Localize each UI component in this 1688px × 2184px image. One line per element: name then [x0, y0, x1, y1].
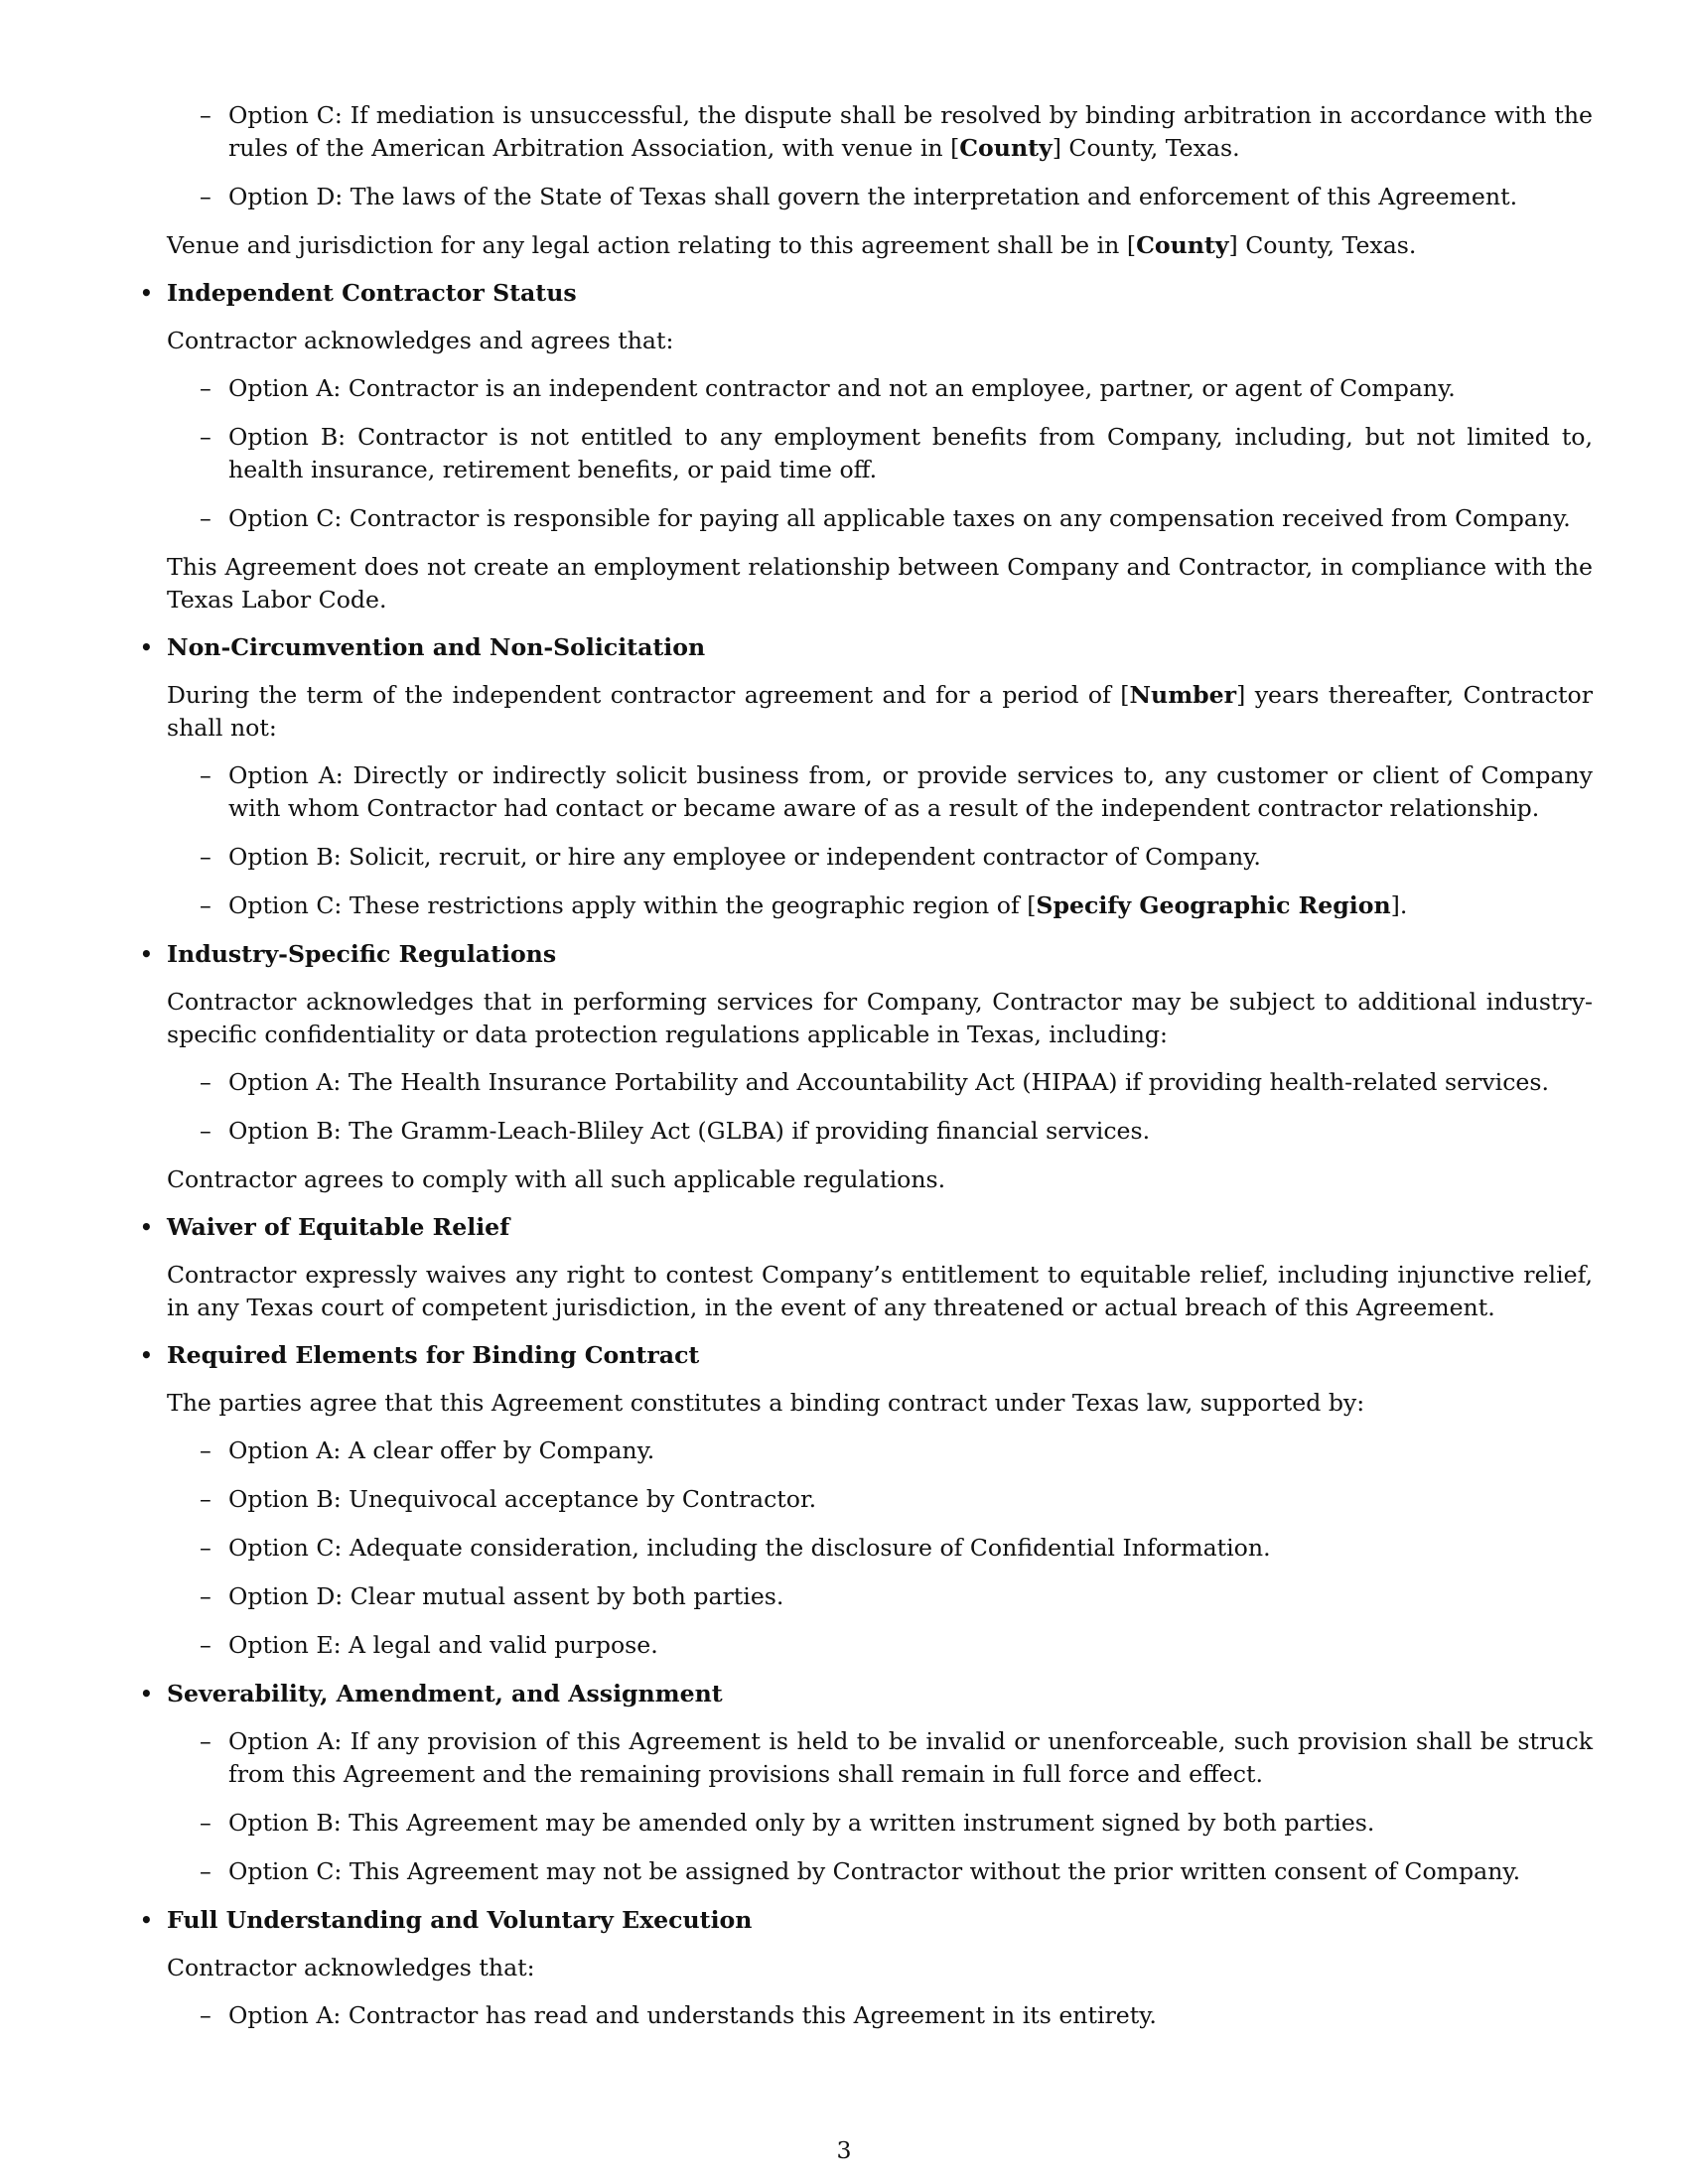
section-heading: Non-Circumvention and Non-Solicitation: [167, 633, 706, 661]
section-intro-text: Contractor expressly waives any right to contest Company’s entitlement to equitable relief, including injunctive relief, in any Texas court of competent jurisdiction, in the event of any threatened or actual breach of this Agreement.: [167, 1261, 1593, 1321]
bullet-marker: •: [140, 1908, 153, 1932]
option-item: – Option B: Unequivocal acceptance by Contractor.: [167, 1483, 1593, 1516]
page-number: 3: [836, 2136, 852, 2164]
document-body: [140, 99, 1593, 2048]
bullet-marker: •: [140, 942, 153, 966]
option-item: – Option C: These restrictions apply within the geographic region of [Specify Geographic Region].: [167, 889, 1593, 922]
option-item: – Option A: The Health Insurance Portability and Accountability Act (HIPAA) if providing health-related services.: [167, 1066, 1593, 1099]
bullet-marker: •: [140, 1682, 153, 1706]
option-item: – Option A: Contractor is an independent contractor and not an employee, partner, or agent of Company.: [167, 372, 1593, 405]
option-item: – Option A: Directly or indirectly solicit business from, or provide services to, any customer or client of Company with whom Contractor had contact or became aware of as a result of the independent contractor relationship.: [167, 759, 1593, 825]
option-item: – Option B: The Gramm-Leach-Bliley Act (GLBA) if providing financial services.: [167, 1115, 1593, 1148]
option-item: – Option C: Contractor is responsible for paying all applicable taxes on any compensation received from Company.: [167, 502, 1593, 535]
section-intro-text: Contractor acknowledges and agrees that:: [167, 327, 674, 354]
section-intro-text: Contractor acknowledges that in performing services for Company, Contractor may be subject to additional industry-specific confidentiality or data protection regulations applicable in Texas, including:: [167, 988, 1593, 1048]
option-item: – Option B: Contractor is not entitled to any employment benefits from Company, including, but not limited to, health insurance, retirement benefits, or paid time off.: [167, 421, 1593, 486]
section-non-circumvention: [140, 631, 1593, 922]
option-list: [167, 1066, 1593, 1148]
section-closing-text: Contractor agrees to comply with all such applicable regulations.: [167, 1165, 946, 1193]
section-severability: [140, 1678, 1593, 1888]
section-closing-text: This Agreement does not create an employment relationship between Company and Contractor, in compliance with the Texas Labor Code.: [167, 553, 1593, 614]
option-list: [167, 1725, 1593, 1888]
section-heading: Full Understanding and Voluntary Execution: [167, 1906, 753, 1934]
bullet-marker: •: [140, 635, 153, 659]
section-intro-text: Contractor acknowledges that:: [167, 1954, 535, 1981]
option-item: – Option D: The laws of the State of Texas shall govern the interpretation and enforcement of this Agreement.: [167, 181, 1593, 213]
section-full-understanding: [140, 1904, 1593, 2032]
option-item: – Option A: A clear offer by Company.: [167, 1434, 1593, 1467]
section-industry-regulations: [140, 938, 1593, 1196]
section-closing-text: Venue and jurisdiction for any legal action relating to this agreement shall be in [County] County, Texas.: [167, 231, 1417, 259]
option-item: – Option D: Clear mutual assent by both parties.: [167, 1580, 1593, 1613]
section-heading: Waiver of Equitable Relief: [167, 1213, 510, 1241]
option-list: [167, 1999, 1593, 2032]
option-list: [167, 99, 1593, 213]
section-independent-contractor-status: [140, 277, 1593, 616]
option-item: – Option E: A legal and valid purpose.: [167, 1629, 1593, 1662]
section-binding-contract: [140, 1339, 1593, 1662]
section-waiver-equitable-relief: [140, 1211, 1593, 1324]
bullet-marker: •: [140, 1215, 153, 1239]
bullet-marker: •: [140, 281, 153, 305]
option-item: – Option C: Adequate consideration, including the disclosure of Confidential Information.: [167, 1532, 1593, 1565]
bullet-marker: •: [140, 1343, 153, 1367]
option-item: – Option B: Solicit, recruit, or hire any employee or independent contractor of Company.: [167, 841, 1593, 874]
section-intro-text: During the term of the independent contractor agreement and for a period of [Number] years thereafter, Contractor shall not:: [167, 681, 1593, 742]
option-list: [167, 1434, 1593, 1662]
section-continuation: [167, 99, 1593, 262]
option-item: – Option A: Contractor has read and understands this Agreement in its entirety.: [167, 1999, 1593, 2032]
option-item: – Option C: If mediation is unsuccessful, the dispute shall be resolved by binding arbitration in accordance with the rules of the American Arbitration Association, with venue in [County] County, Texas.: [167, 99, 1593, 165]
option-item: – Option A: If any provision of this Agreement is held to be invalid or unenforceable, such provision shall be struck from this Agreement and the remaining provisions shall remain in full force and effect.: [167, 1725, 1593, 1791]
section-heading: Independent Contractor Status: [167, 279, 577, 307]
section-heading: Severability, Amendment, and Assignment: [167, 1680, 723, 1707]
option-item: – Option C: This Agreement may not be assigned by Contractor without the prior written consent of Company.: [167, 1855, 1593, 1888]
option-list: [167, 759, 1593, 922]
section-heading: Required Elements for Binding Contract: [167, 1341, 700, 1369]
option-item: – Option B: This Agreement may be amended only by a written instrument signed by both parties.: [167, 1807, 1593, 1840]
option-list: [167, 372, 1593, 535]
section-intro-text: The parties agree that this Agreement constitutes a binding contract under Texas law, supported by:: [167, 1389, 1365, 1417]
section-heading: Industry-Specific Regulations: [167, 940, 557, 968]
